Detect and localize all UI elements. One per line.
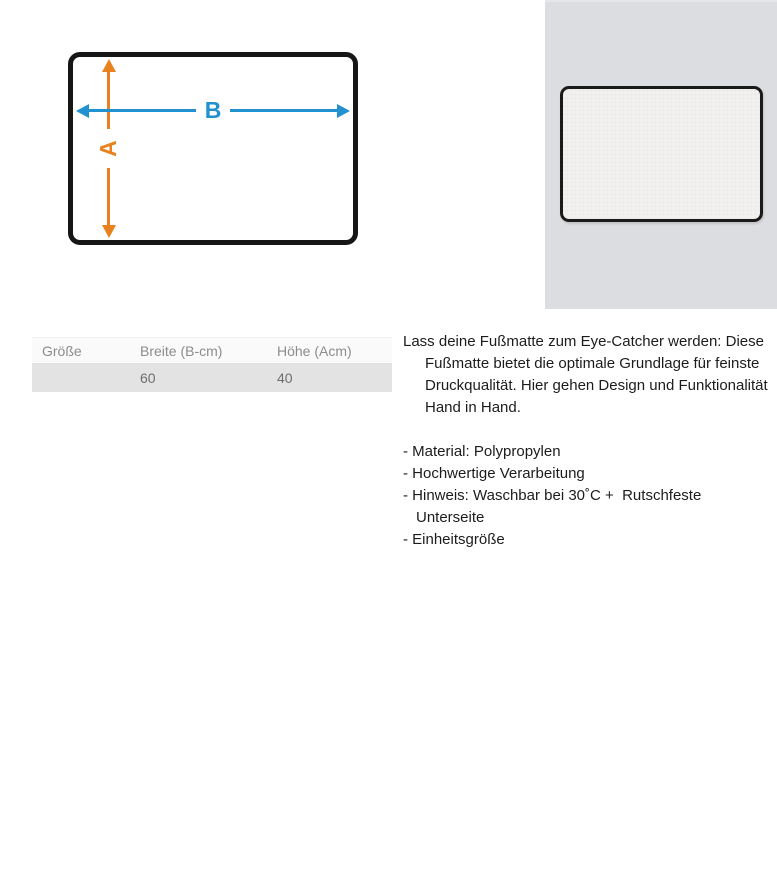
arrow-line — [107, 168, 110, 225]
size-table-row — [32, 363, 392, 392]
left-arrowhead-icon — [76, 104, 89, 118]
arrow-line — [89, 109, 196, 112]
description-intro — [403, 331, 771, 419]
description-line: Hand in Hand. — [425, 399, 521, 416]
feature-line: - Hochwertige Verarbeitung — [403, 465, 585, 482]
height-arrow — [95, 59, 121, 238]
arrow-line — [230, 109, 337, 112]
feature-line: - Material: Polypropylen — [403, 443, 561, 460]
dimension-diagram — [68, 52, 358, 245]
feature-list — [403, 441, 771, 551]
product-image[interactable] — [545, 0, 777, 309]
down-arrowhead-icon — [102, 225, 116, 238]
feature-line: - Hinweis: Waschbar bei 30˚C + Rutschfeste — [403, 487, 702, 504]
width-value: 60 — [140, 369, 156, 386]
feature-line: - Einheitsgröße — [403, 531, 505, 548]
doormat-graphic — [560, 86, 763, 222]
product-description — [403, 331, 771, 551]
width-label: B — [204, 97, 222, 123]
description-line: Fußmatte bietet die optimale Grundlage für feinste — [425, 355, 760, 372]
height-value: 40 — [277, 369, 293, 386]
height-label: A — [95, 140, 121, 157]
size-table — [32, 337, 392, 392]
description-line: Lass deine Fußmatte zum Eye-Catcher werden: Diese — [403, 333, 764, 350]
width-column-header: Breite (B-cm) — [140, 342, 223, 359]
description-line: Druckqualität. Hier gehen Design und Funktionalität — [425, 377, 768, 394]
up-arrowhead-icon — [102, 59, 116, 72]
size-column-header: Größe — [42, 342, 82, 359]
arrow-line — [107, 72, 110, 129]
feature-line: Unterseite — [416, 509, 485, 526]
right-arrowhead-icon — [337, 104, 350, 118]
width-arrow — [76, 97, 350, 123]
height-column-header: Höhe (Acm) — [277, 342, 352, 359]
size-table-header-row — [32, 337, 392, 363]
